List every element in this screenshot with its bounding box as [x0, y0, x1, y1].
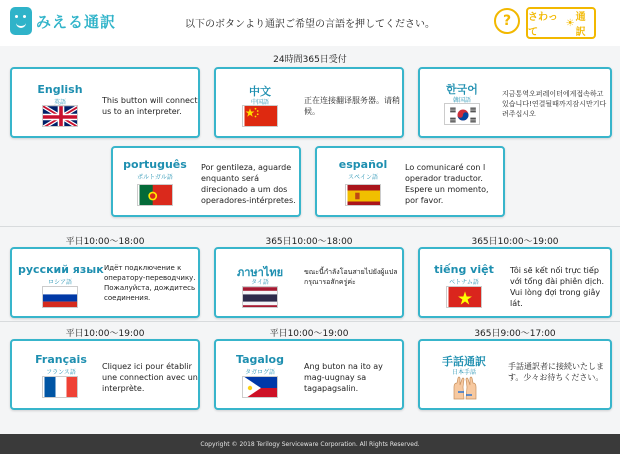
logo-text: みえる通訳	[36, 12, 117, 31]
russia-flag-icon	[42, 286, 78, 308]
language-description: 手話通訳者に接続いたします。少々お待ちください。	[508, 362, 604, 382]
thailand-flag-icon	[242, 286, 278, 308]
language-jp-name: 英語	[53, 99, 66, 106]
language-button-spanish[interactable]	[315, 146, 505, 217]
language-jp-name: タガログ語	[244, 369, 275, 376]
language-name: português	[123, 158, 187, 171]
language-description: 지금통역오퍼레이터에게접속하고있습니다!연결될때까지잠시만기다려주십시오	[502, 90, 607, 118]
uk-flag-icon	[42, 105, 78, 127]
language-name: tiếng việt	[434, 263, 494, 276]
language-jp-name: ベトナム語	[449, 279, 479, 286]
language-button-russian[interactable]	[10, 247, 200, 318]
instruction-message: 以下のボタンより通訳ご希望の言語を押してください。	[185, 19, 435, 30]
section-label-weekday-19: 平日10:00～19:00	[269, 329, 349, 339]
section-label-365-17: 365日9:00～17:00	[474, 329, 556, 339]
language-name: 手話通訳	[442, 355, 486, 368]
copyright-footer: Copyright © 2018 Terilogy Serviceware Corporation. All Rights Reserved.	[0, 434, 620, 454]
language-description: ขณะนี้กำลังโอนสายไปยังผู้แปลกรุณารอสักครู่ค่ะ	[304, 268, 398, 286]
language-jp-name: フランス語	[46, 369, 76, 376]
language-jp-name: 中国語	[250, 99, 269, 106]
language-button-thai[interactable]	[214, 247, 404, 318]
language-button-french[interactable]	[10, 339, 200, 410]
section-label-24h: 24時間365日受付	[273, 55, 347, 65]
language-description: This button will connect us to an interpreter.	[102, 96, 198, 116]
language-name: ภาษาไทย	[236, 266, 284, 279]
language-name: Tagalog	[235, 353, 284, 366]
language-jp-name: タイ語	[251, 279, 269, 286]
language-name: español	[338, 158, 388, 171]
vietnam-flag-icon	[446, 286, 482, 308]
section-label-365-18: 365日10:00～18:00	[265, 237, 353, 247]
help-button[interactable]: ?	[494, 8, 520, 34]
portugal-flag-icon	[137, 184, 173, 206]
language-button-korean[interactable]	[418, 67, 612, 138]
section-label-weekday-18: 平日10:00～18:00	[65, 237, 145, 247]
language-jp-name: スペイン語	[347, 174, 378, 181]
language-button-tagalog[interactable]	[214, 339, 404, 410]
language-jp-name: 韓国語	[452, 97, 471, 104]
language-button-english[interactable]	[10, 67, 200, 138]
philippines-flag-icon	[242, 376, 278, 398]
france-flag-icon	[42, 376, 78, 398]
section-divider	[0, 226, 620, 227]
language-jp-name: 日本手話	[451, 369, 476, 376]
china-flag-icon	[242, 105, 278, 127]
language-name: Français	[35, 353, 87, 366]
spain-flag-icon	[345, 184, 381, 206]
language-name: 한국어	[446, 83, 478, 96]
section-label-weekday-19: 平日10:00～19:00	[65, 329, 145, 339]
touch-interpret-button[interactable]	[526, 7, 596, 39]
language-jp-name: ロシア語	[47, 279, 72, 286]
language-name: 中文	[249, 85, 271, 98]
language-description: Идёт подключение к оператору-переводчику. Пожалуйста, дождитесь соединения.	[104, 264, 196, 302]
language-button-chinese[interactable]	[214, 67, 404, 138]
korea-flag-icon	[444, 103, 480, 125]
language-name: русский язык	[18, 263, 104, 276]
language-description: Lo comunicaré con l operador traductor. Espere un momento, por favor.	[405, 163, 489, 205]
brand-label-right: 通訳	[575, 12, 586, 38]
language-jp-name: ポルトガル語	[137, 174, 173, 181]
language-description: 正在连接翻译服务器。请稍候。	[304, 96, 400, 116]
brand-label-left: さわって	[528, 12, 558, 38]
section-divider	[0, 321, 620, 322]
sign-language-hands-icon	[448, 375, 482, 401]
language-button-vietnamese[interactable]	[418, 247, 612, 318]
language-description: Ang buton na ito ay mag-uugnay sa tagapagsalin.	[304, 362, 383, 393]
language-name: English	[37, 83, 83, 96]
sun-icon: ☀	[565, 17, 575, 29]
language-button-portuguese[interactable]	[111, 146, 301, 217]
logo-face-icon	[10, 7, 32, 35]
language-description: Tôi sẽ kết nối trực tiếp với tổng đài phiên dịch. Vui lòng đợi trong giây lát.	[510, 266, 605, 308]
language-button-sign-language[interactable]	[418, 339, 612, 410]
app-header	[0, 0, 620, 46]
language-description: Por gentileza, aguarde enquanto será direcionado a um dos operadores-intérpretes.	[201, 163, 296, 205]
app-logo	[10, 5, 122, 37]
section-label-365-19: 365日10:00～19:00	[471, 237, 559, 247]
language-description: Cliquez ici pour établir une connection avec un interprète.	[102, 362, 198, 393]
